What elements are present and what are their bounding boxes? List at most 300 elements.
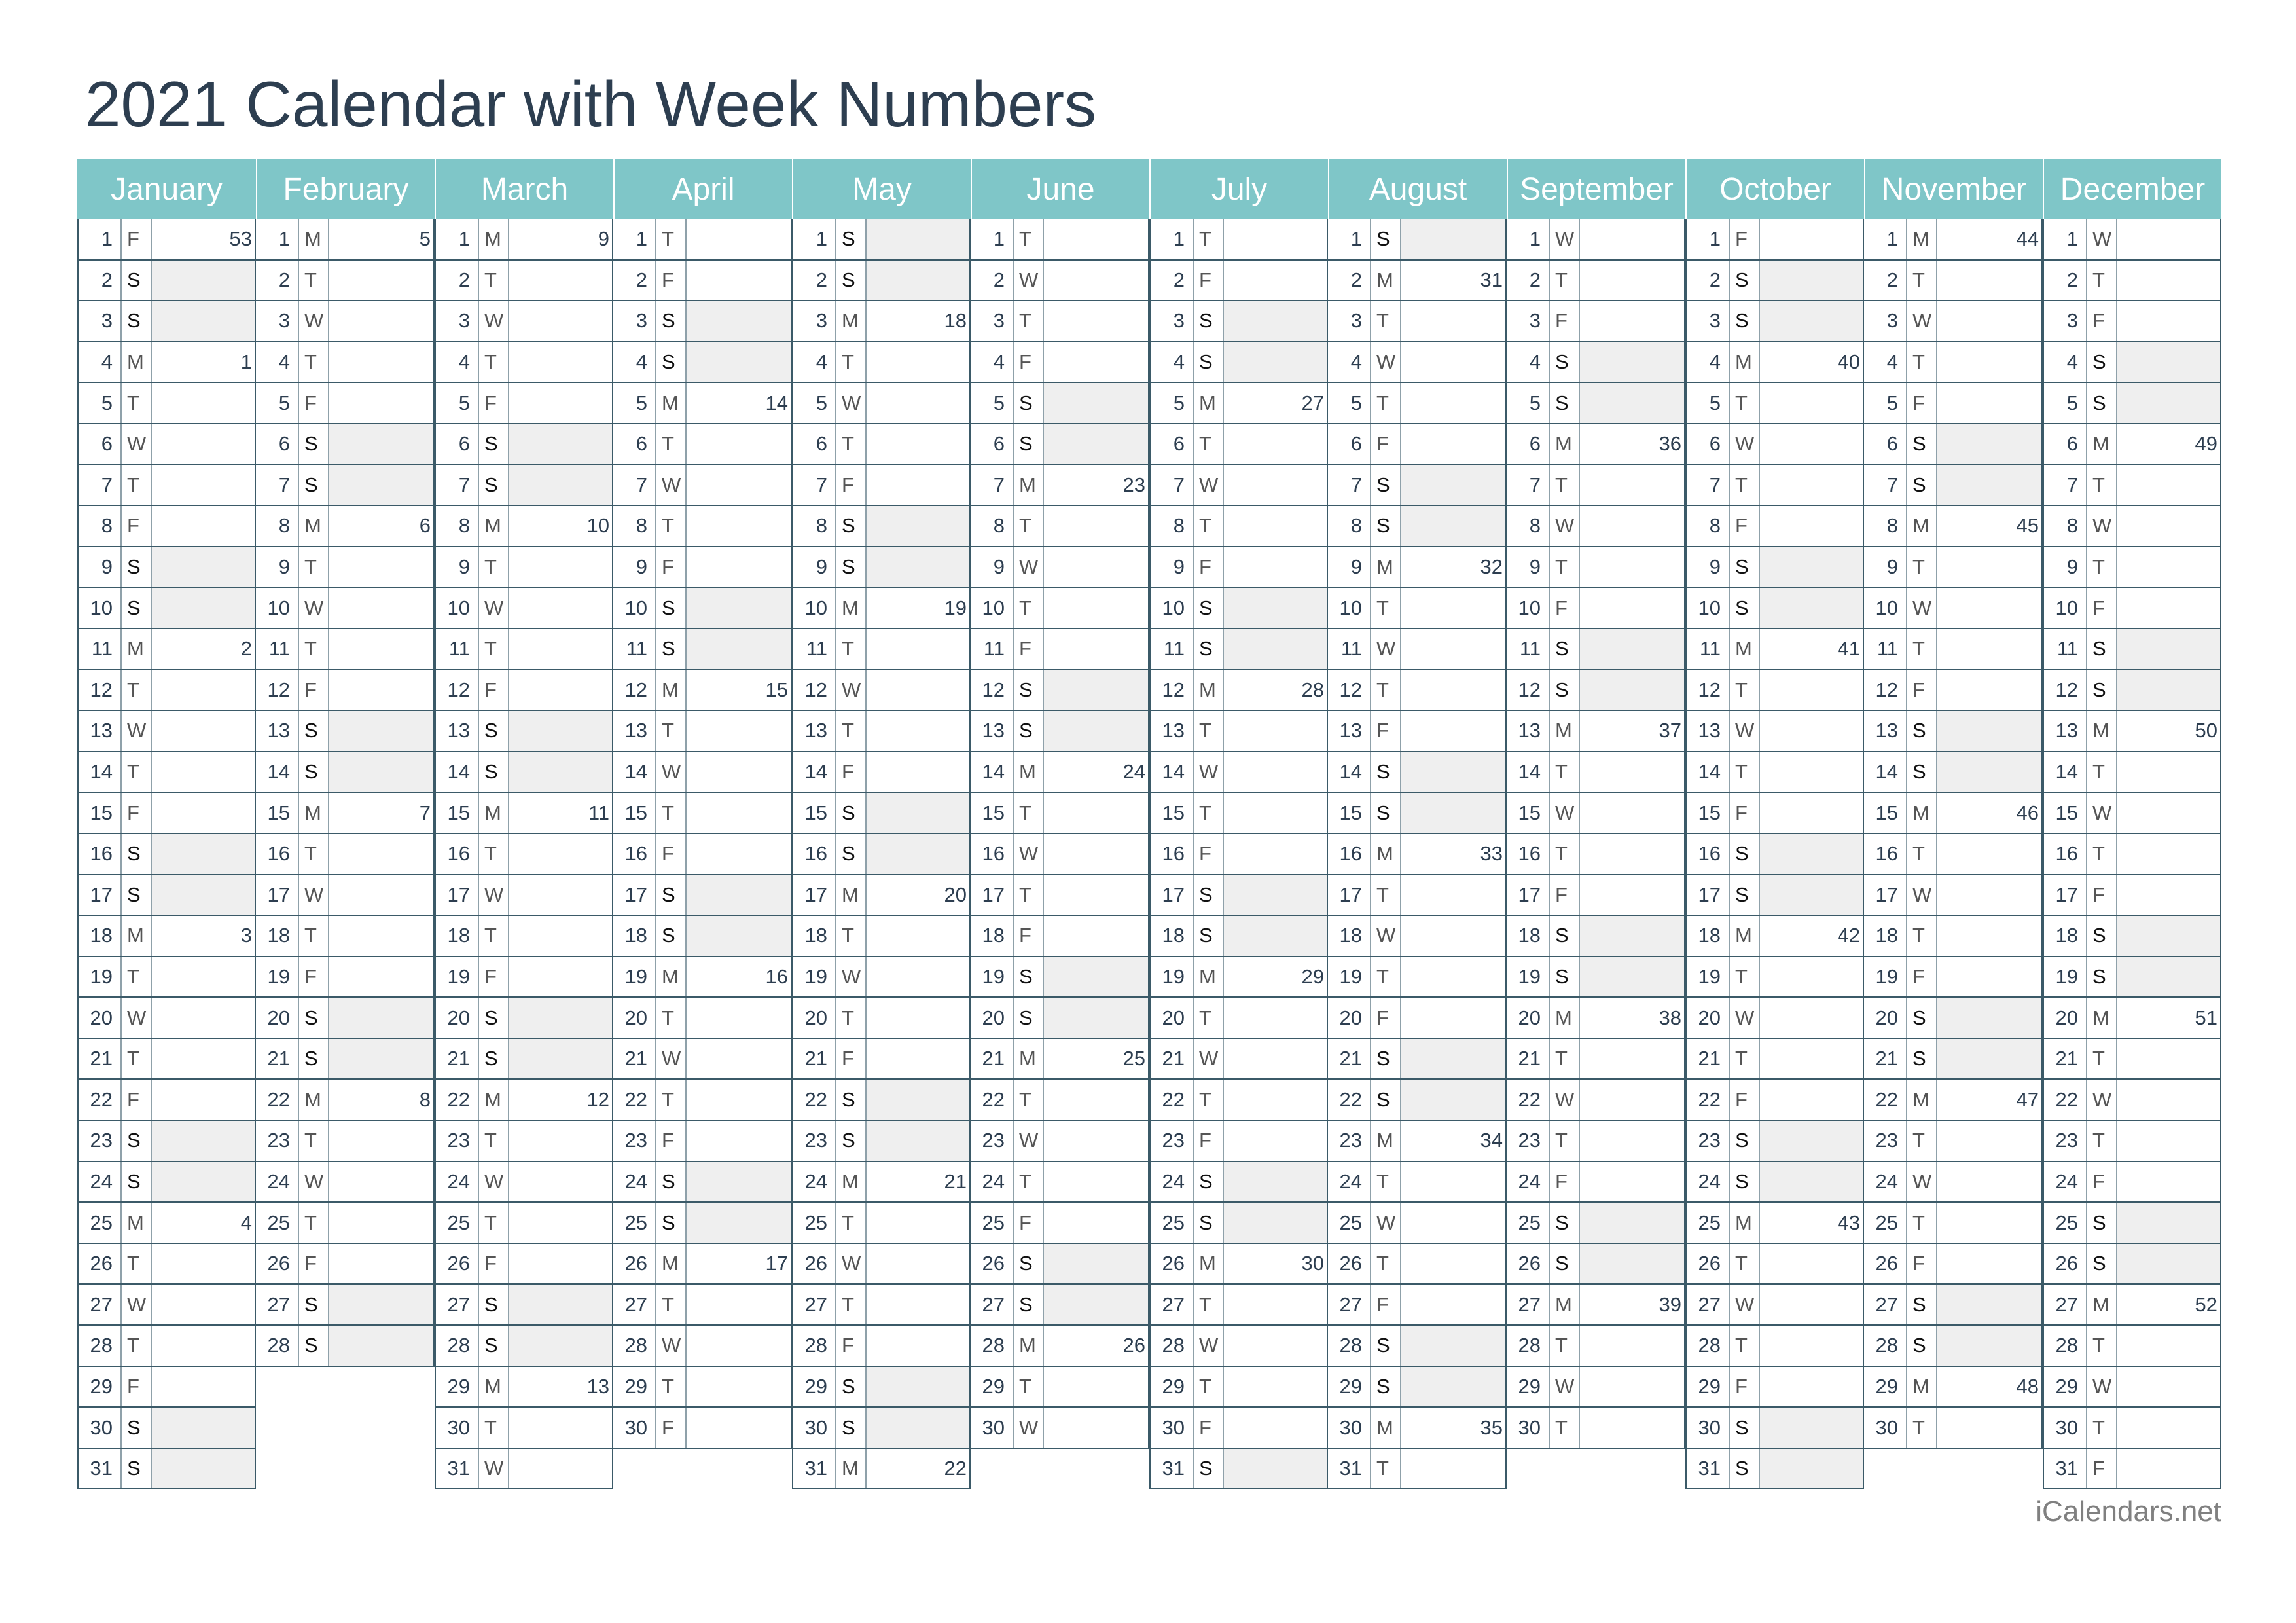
day-list bbox=[971, 219, 1149, 1449]
day-row bbox=[1328, 383, 1505, 424]
week-number bbox=[1937, 547, 2041, 587]
week-number bbox=[867, 547, 969, 587]
day-row bbox=[613, 547, 791, 589]
day-number: 26 bbox=[256, 1244, 299, 1284]
day-row bbox=[1687, 1203, 1863, 1244]
weekday-letter: W bbox=[1730, 1285, 1760, 1324]
day-number: 30 bbox=[793, 1408, 836, 1448]
weekday-letter: F bbox=[122, 219, 152, 259]
day-number: 1 bbox=[1864, 219, 1907, 259]
weekday-letter: S bbox=[836, 1080, 867, 1120]
weekday-letter: S bbox=[1371, 1367, 1401, 1407]
weekday-letter: F bbox=[1550, 875, 1580, 915]
weekday-letter: S bbox=[836, 1367, 867, 1407]
day-row bbox=[971, 711, 1148, 752]
weekday-letter: S bbox=[1371, 1326, 1401, 1366]
week-number bbox=[867, 834, 969, 874]
day-row bbox=[2044, 1285, 2220, 1326]
page-title: 2021 Calendar with Week Numbers bbox=[85, 68, 1097, 140]
day-number: 24 bbox=[1687, 1162, 1730, 1202]
day-number: 7 bbox=[256, 465, 299, 505]
week-number bbox=[1580, 1244, 1684, 1284]
week-number bbox=[2117, 834, 2220, 874]
week-number bbox=[687, 1039, 791, 1079]
weekday-letter: M bbox=[656, 383, 687, 423]
weekday-letter: W bbox=[299, 875, 329, 915]
day-number: 7 bbox=[971, 465, 1014, 505]
weekday-letter: W bbox=[656, 1039, 687, 1079]
weekday-letter: T bbox=[479, 629, 509, 669]
day-number: 24 bbox=[1864, 1162, 1907, 1202]
weekday-letter: T bbox=[299, 1121, 329, 1161]
weekday-letter: M bbox=[836, 1449, 867, 1489]
week-number bbox=[1760, 998, 1863, 1038]
day-number: 28 bbox=[613, 1326, 656, 1366]
week-number bbox=[509, 1121, 612, 1161]
day-number: 25 bbox=[1328, 1203, 1371, 1243]
week-number: 13 bbox=[586, 1374, 609, 1398]
week-number bbox=[867, 998, 969, 1038]
day-row bbox=[256, 1162, 433, 1203]
weekday-letter: S bbox=[2087, 670, 2117, 710]
week-number bbox=[2117, 1408, 2220, 1448]
week-number bbox=[509, 629, 612, 669]
weekday-letter: W bbox=[2087, 1080, 2117, 1120]
week-number bbox=[1580, 219, 1684, 259]
day-row bbox=[1151, 383, 1327, 424]
day-number: 15 bbox=[1328, 793, 1371, 833]
week-number bbox=[867, 1039, 969, 1079]
day-number: 19 bbox=[2044, 957, 2087, 997]
day-number: 22 bbox=[971, 1080, 1014, 1120]
day-row bbox=[1864, 506, 2041, 547]
week-number: 18 bbox=[944, 309, 967, 333]
weekday-letter: M bbox=[122, 1203, 152, 1243]
week-number bbox=[152, 752, 255, 792]
day-row bbox=[613, 1408, 791, 1449]
day-number: 10 bbox=[1328, 588, 1371, 628]
day-row bbox=[1687, 1080, 1863, 1121]
day-row bbox=[793, 875, 969, 917]
day-row bbox=[1507, 1203, 1684, 1244]
week-number bbox=[1580, 506, 1684, 546]
day-number: 18 bbox=[1328, 916, 1371, 956]
day-row bbox=[79, 629, 255, 670]
day-row bbox=[971, 219, 1148, 261]
day-row bbox=[971, 1203, 1148, 1244]
weekday-letter: T bbox=[1907, 834, 1937, 874]
week-number bbox=[1760, 547, 1863, 587]
day-row bbox=[256, 1326, 433, 1367]
day-row bbox=[1507, 1244, 1684, 1285]
day-number: 2 bbox=[793, 261, 836, 301]
week-number bbox=[687, 424, 791, 464]
weekday-letter: T bbox=[1550, 1326, 1580, 1366]
weekday-letter: S bbox=[2087, 957, 2117, 997]
week-number bbox=[1760, 1408, 1863, 1448]
week-number bbox=[152, 711, 255, 751]
week-number bbox=[687, 1162, 791, 1202]
weekday-letter: S bbox=[1907, 424, 1937, 464]
day-number: 18 bbox=[2044, 916, 2087, 956]
week-number bbox=[1760, 793, 1863, 833]
day-number: 4 bbox=[2044, 342, 2087, 382]
day-number: 8 bbox=[1687, 506, 1730, 546]
day-row bbox=[2044, 916, 2220, 957]
weekday-letter: M bbox=[1014, 752, 1044, 792]
weekday-letter: S bbox=[656, 875, 687, 915]
day-list bbox=[1685, 219, 1864, 1489]
weekday-letter: S bbox=[479, 465, 509, 505]
day-number: 24 bbox=[613, 1162, 656, 1202]
day-row bbox=[1864, 1244, 2041, 1285]
day-row bbox=[79, 588, 255, 629]
week-number: 2 bbox=[240, 637, 252, 661]
week-number bbox=[1224, 301, 1327, 341]
week-number: 36 bbox=[1659, 432, 1681, 456]
week-number bbox=[867, 1408, 969, 1448]
day-number: 21 bbox=[1864, 1039, 1907, 1079]
weekday-letter: S bbox=[122, 547, 152, 587]
day-row bbox=[436, 1244, 612, 1285]
day-number: 13 bbox=[1151, 711, 1194, 751]
week-number bbox=[867, 711, 969, 751]
weekday-letter: M bbox=[1907, 1367, 1937, 1407]
day-number: 18 bbox=[971, 916, 1014, 956]
day-row bbox=[1328, 629, 1505, 670]
calendar-grid bbox=[77, 159, 2221, 1500]
week-number bbox=[687, 506, 791, 546]
week-number bbox=[2117, 465, 2220, 505]
week-number bbox=[1401, 219, 1505, 259]
weekday-letter: T bbox=[479, 916, 509, 956]
day-number: 22 bbox=[613, 1080, 656, 1120]
day-number: 2 bbox=[1328, 261, 1371, 301]
week-number bbox=[2117, 261, 2220, 301]
day-number: 5 bbox=[1687, 383, 1730, 423]
weekday-letter: F bbox=[479, 670, 509, 710]
week-number bbox=[2117, 752, 2220, 792]
day-number: 26 bbox=[613, 1244, 656, 1284]
day-row bbox=[793, 1121, 969, 1162]
day-number: 10 bbox=[256, 588, 299, 628]
day-row bbox=[613, 219, 791, 261]
day-row bbox=[613, 916, 791, 957]
day-number: 10 bbox=[436, 588, 479, 628]
day-row bbox=[613, 1039, 791, 1080]
week-number bbox=[1224, 1039, 1327, 1079]
day-number: 4 bbox=[1507, 342, 1550, 382]
week-number bbox=[1937, 998, 2041, 1038]
weekday-letter: F bbox=[1194, 1121, 1224, 1161]
week-number: 35 bbox=[1480, 1415, 1503, 1439]
weekday-letter: M bbox=[1550, 424, 1580, 464]
day-row bbox=[1507, 1408, 1684, 1449]
day-row bbox=[1328, 670, 1505, 712]
weekday-letter: W bbox=[122, 711, 152, 751]
day-row bbox=[1864, 998, 2041, 1039]
week-number bbox=[1760, 1039, 1863, 1079]
day-number: 15 bbox=[793, 793, 836, 833]
weekday-letter: S bbox=[299, 752, 329, 792]
month-column-january bbox=[77, 159, 256, 1500]
day-number: 16 bbox=[79, 834, 122, 874]
week-number bbox=[1044, 834, 1148, 874]
week-number bbox=[1224, 834, 1327, 874]
day-number: 10 bbox=[1151, 588, 1194, 628]
day-number: 25 bbox=[436, 1203, 479, 1243]
weekday-letter: W bbox=[122, 1285, 152, 1324]
brand-watermark: iCalendars.net bbox=[2036, 1495, 2221, 1527]
weekday-letter: W bbox=[836, 670, 867, 710]
week-number bbox=[867, 1203, 969, 1243]
week-number bbox=[2117, 957, 2220, 997]
weekday-letter: M bbox=[1907, 506, 1937, 546]
weekday-letter: W bbox=[1014, 261, 1044, 301]
weekday-letter: S bbox=[2087, 342, 2117, 382]
week-number bbox=[1224, 1121, 1327, 1161]
day-number: 22 bbox=[436, 1080, 479, 1120]
day-number: 3 bbox=[256, 301, 299, 341]
week-number bbox=[1044, 670, 1148, 710]
weekday-letter: F bbox=[1014, 629, 1044, 669]
day-number: 7 bbox=[436, 465, 479, 505]
day-row bbox=[971, 629, 1148, 670]
weekday-letter: S bbox=[1194, 629, 1224, 669]
week-number bbox=[2117, 875, 2220, 915]
weekday-letter: M bbox=[1371, 1408, 1401, 1448]
day-row bbox=[2044, 261, 2220, 302]
week-number bbox=[152, 588, 255, 628]
week-number: 26 bbox=[1122, 1334, 1145, 1357]
week-number bbox=[329, 1203, 433, 1243]
day-row bbox=[613, 261, 791, 302]
week-number: 39 bbox=[1659, 1292, 1681, 1316]
weekday-letter: T bbox=[1014, 793, 1044, 833]
weekday-letter: S bbox=[299, 424, 329, 464]
week-number bbox=[1401, 588, 1505, 628]
day-row bbox=[1507, 1121, 1684, 1162]
day-number: 16 bbox=[436, 834, 479, 874]
day-number: 11 bbox=[1507, 629, 1550, 669]
week-number bbox=[2117, 547, 2220, 587]
day-row bbox=[436, 1203, 612, 1244]
weekday-letter: W bbox=[1371, 1203, 1401, 1243]
week-number: 48 bbox=[2016, 1374, 2039, 1398]
day-number: 18 bbox=[613, 916, 656, 956]
day-row bbox=[971, 957, 1148, 998]
day-row bbox=[2044, 670, 2220, 712]
day-number: 21 bbox=[1507, 1039, 1550, 1079]
weekday-letter: S bbox=[1194, 875, 1224, 915]
weekday-letter: F bbox=[479, 1244, 509, 1284]
week-number bbox=[1401, 875, 1505, 915]
weekday-letter: S bbox=[836, 793, 867, 833]
day-number: 10 bbox=[613, 588, 656, 628]
weekday-letter: F bbox=[2087, 875, 2117, 915]
day-number: 29 bbox=[1507, 1367, 1550, 1407]
day-number: 5 bbox=[1151, 383, 1194, 423]
week-number bbox=[1580, 670, 1684, 710]
weekday-letter: T bbox=[656, 219, 687, 259]
month-header: September bbox=[1507, 159, 1685, 219]
weekday-letter: M bbox=[479, 1080, 509, 1120]
weekday-letter: S bbox=[479, 1039, 509, 1079]
weekday-letter: T bbox=[122, 957, 152, 997]
weekday-letter: S bbox=[2087, 383, 2117, 423]
week-number bbox=[329, 1285, 433, 1324]
day-number: 23 bbox=[613, 1121, 656, 1161]
weekday-letter: M bbox=[1730, 342, 1760, 382]
day-row bbox=[2044, 998, 2220, 1039]
day-number: 20 bbox=[79, 998, 122, 1038]
day-number: 7 bbox=[1687, 465, 1730, 505]
weekday-letter: M bbox=[1371, 1121, 1401, 1161]
week-number bbox=[509, 301, 612, 341]
day-number: 22 bbox=[2044, 1080, 2087, 1120]
week-number: 6 bbox=[419, 514, 431, 538]
day-row bbox=[1864, 957, 2041, 998]
weekday-letter: T bbox=[122, 670, 152, 710]
week-number bbox=[1224, 342, 1327, 382]
day-row bbox=[971, 1121, 1148, 1162]
week-number bbox=[1224, 1326, 1327, 1366]
day-number: 18 bbox=[1507, 916, 1550, 956]
day-row bbox=[971, 383, 1148, 424]
week-number bbox=[687, 1326, 791, 1366]
day-number: 9 bbox=[793, 547, 836, 587]
week-number bbox=[1044, 711, 1148, 751]
day-number: 13 bbox=[256, 711, 299, 751]
day-number: 3 bbox=[1687, 301, 1730, 341]
week-number bbox=[1044, 1162, 1148, 1202]
day-list bbox=[435, 219, 613, 1489]
week-number bbox=[1937, 629, 2041, 669]
day-row bbox=[2044, 547, 2220, 589]
day-row bbox=[79, 1367, 255, 1408]
day-row bbox=[1151, 957, 1327, 998]
weekday-letter: T bbox=[1907, 629, 1937, 669]
day-row bbox=[79, 547, 255, 589]
day-row bbox=[971, 424, 1148, 465]
weekday-letter: S bbox=[1014, 670, 1044, 710]
weekday-letter: S bbox=[1907, 1285, 1937, 1324]
weekday-letter: M bbox=[656, 957, 687, 997]
week-number bbox=[509, 916, 612, 956]
day-row bbox=[1507, 916, 1684, 957]
week-number bbox=[867, 261, 969, 301]
day-row bbox=[1687, 711, 1863, 752]
day-number: 6 bbox=[256, 424, 299, 464]
week-number bbox=[329, 834, 433, 874]
day-number: 14 bbox=[1507, 752, 1550, 792]
weekday-letter: S bbox=[1550, 1203, 1580, 1243]
day-number: 20 bbox=[1151, 998, 1194, 1038]
weekday-letter: T bbox=[1907, 1203, 1937, 1243]
weekday-letter: M bbox=[836, 1162, 867, 1202]
day-row bbox=[1507, 998, 1684, 1039]
weekday-letter: M bbox=[2087, 1285, 2117, 1324]
week-number: 46 bbox=[2016, 801, 2039, 824]
month-header: November bbox=[1864, 159, 2043, 219]
weekday-letter: W bbox=[1730, 711, 1760, 751]
day-row bbox=[2044, 1203, 2220, 1244]
weekday-letter: T bbox=[1550, 834, 1580, 874]
day-row bbox=[1328, 793, 1505, 834]
day-number: 25 bbox=[1687, 1203, 1730, 1243]
day-number: 6 bbox=[1328, 424, 1371, 464]
day-number: 14 bbox=[613, 752, 656, 792]
weekday-letter: M bbox=[1907, 793, 1937, 833]
day-number: 28 bbox=[436, 1326, 479, 1366]
weekday-letter: S bbox=[2087, 1244, 2117, 1284]
week-number: 9 bbox=[598, 227, 609, 251]
day-row bbox=[793, 1080, 969, 1121]
weekday-letter: T bbox=[1730, 957, 1760, 997]
week-number bbox=[1760, 301, 1863, 341]
day-row bbox=[256, 834, 433, 875]
week-number bbox=[1224, 711, 1327, 751]
day-row bbox=[256, 383, 433, 424]
weekday-letter: F bbox=[1907, 383, 1937, 423]
week-number: 41 bbox=[1837, 637, 1860, 661]
week-number bbox=[1580, 752, 1684, 792]
week-number bbox=[152, 301, 255, 341]
weekday-letter: T bbox=[1550, 1408, 1580, 1448]
day-row bbox=[79, 465, 255, 507]
day-row bbox=[1507, 1162, 1684, 1203]
week-number bbox=[152, 506, 255, 546]
week-number bbox=[1224, 875, 1327, 915]
week-number bbox=[329, 547, 433, 587]
day-number: 7 bbox=[793, 465, 836, 505]
day-number: 4 bbox=[971, 342, 1014, 382]
week-number: 3 bbox=[240, 924, 252, 947]
week-number bbox=[509, 1162, 612, 1202]
week-number bbox=[2117, 793, 2220, 833]
day-row bbox=[1687, 670, 1863, 712]
day-number: 4 bbox=[1151, 342, 1194, 382]
day-number: 11 bbox=[613, 629, 656, 669]
day-number: 21 bbox=[613, 1039, 656, 1079]
day-row bbox=[1151, 875, 1327, 917]
weekday-letter: W bbox=[2087, 219, 2117, 259]
day-number: 13 bbox=[971, 711, 1014, 751]
weekday-letter: W bbox=[1907, 875, 1937, 915]
day-row bbox=[256, 1244, 433, 1285]
weekday-letter: S bbox=[1014, 383, 1044, 423]
day-row bbox=[1328, 1326, 1505, 1367]
day-number: 15 bbox=[256, 793, 299, 833]
weekday-letter: F bbox=[1550, 1162, 1580, 1202]
day-number: 20 bbox=[436, 998, 479, 1038]
week-number bbox=[329, 342, 433, 382]
week-number bbox=[329, 670, 433, 710]
day-row bbox=[2044, 219, 2220, 261]
weekday-letter: S bbox=[1194, 342, 1224, 382]
week-number bbox=[1401, 1080, 1505, 1120]
month-column-september bbox=[1507, 159, 1685, 1500]
day-number: 22 bbox=[793, 1080, 836, 1120]
day-row bbox=[1328, 1449, 1505, 1490]
weekday-letter: S bbox=[122, 1162, 152, 1202]
day-row bbox=[1151, 1449, 1327, 1490]
week-number bbox=[687, 465, 791, 505]
weekday-letter: S bbox=[1371, 1080, 1401, 1120]
weekday-letter: W bbox=[1550, 219, 1580, 259]
day-row bbox=[436, 711, 612, 752]
weekday-letter: W bbox=[1371, 916, 1401, 956]
